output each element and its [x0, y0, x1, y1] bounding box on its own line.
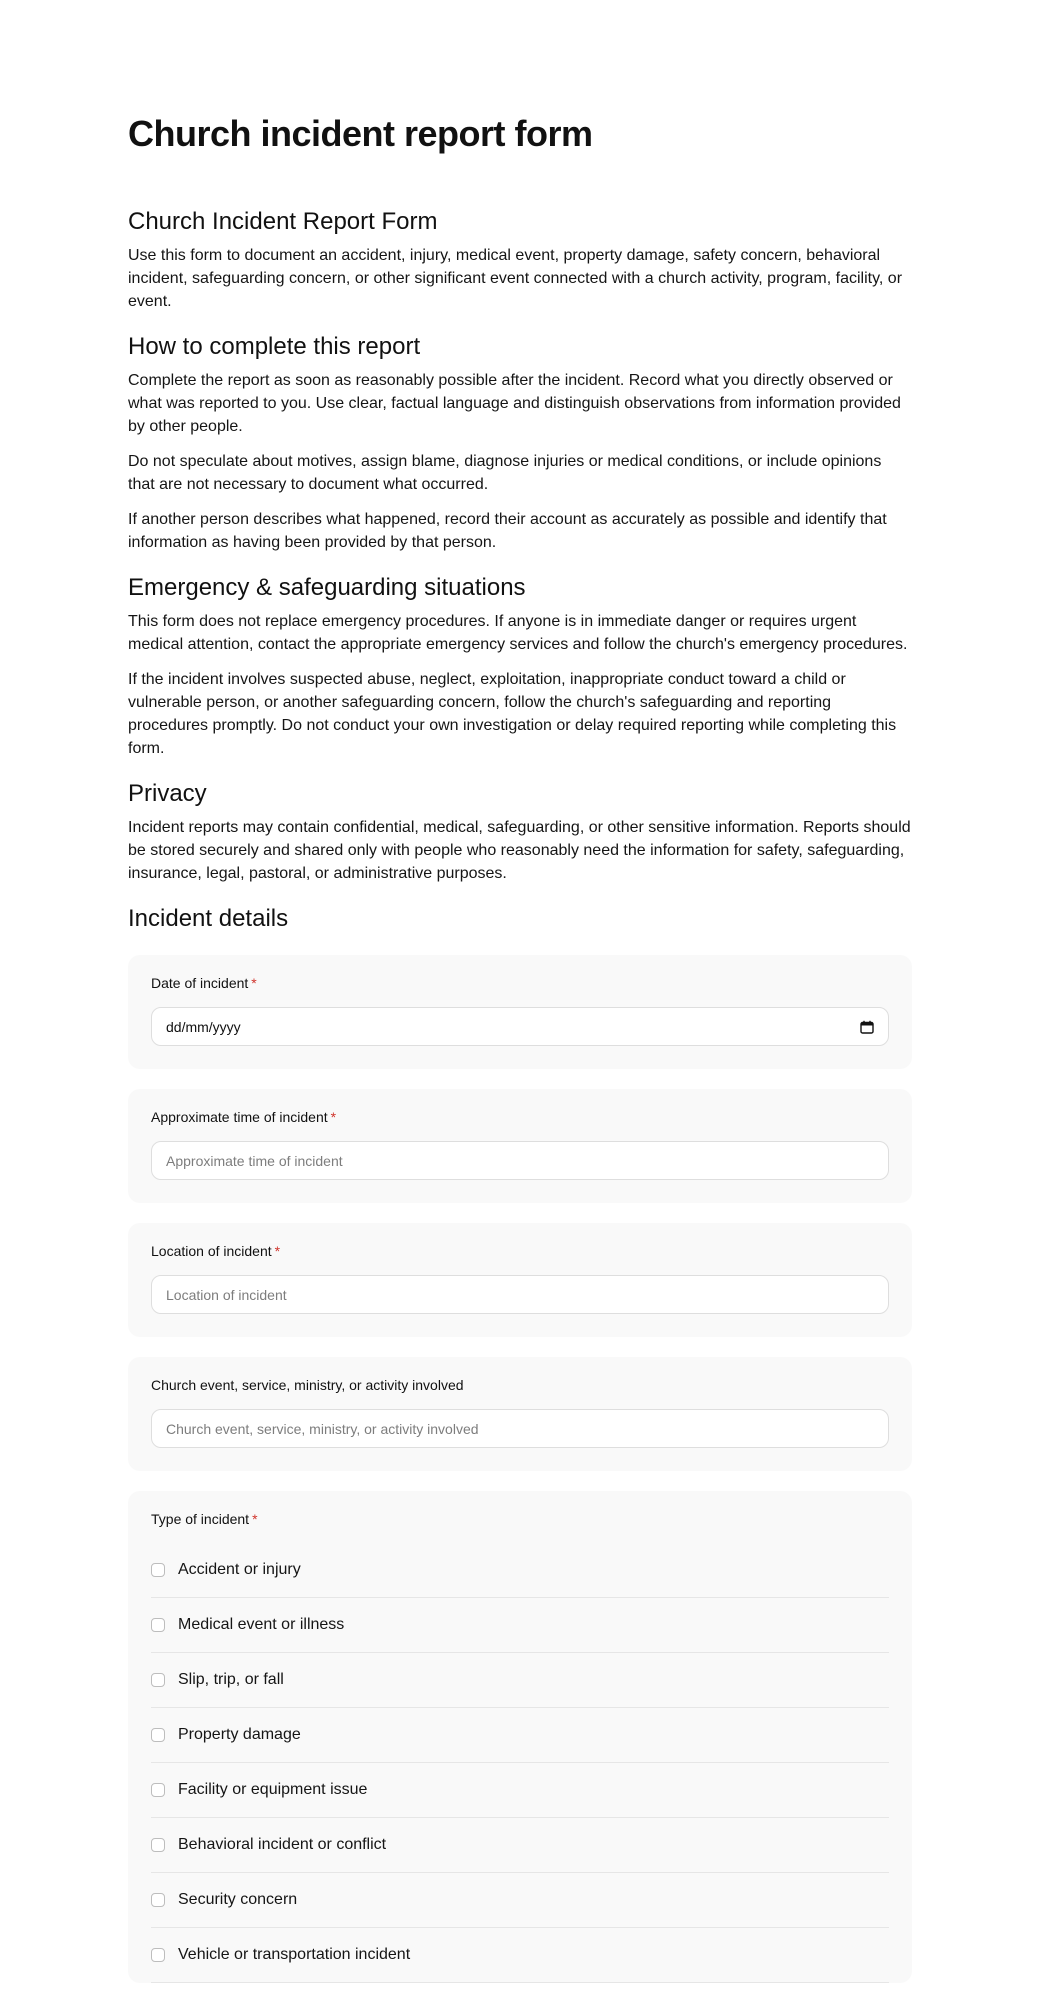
section-paragraph: Complete the report as soon as reasonably possible after the incident. Record what you directly observed or what was reported to you. Use clear, factual language and distinguish observations from information provided by other people. [128, 372, 901, 435]
checkbox-label: Accident or injury [178, 1561, 301, 1578]
section-heading: How to complete this report [128, 333, 421, 360]
incident-type-option[interactable] [151, 1708, 889, 1763]
incident-details-heading: Incident details [128, 905, 289, 932]
incident-type-options [151, 1543, 889, 1983]
date-input-value: dd/mm/yyyy [166, 1018, 241, 1035]
emergency-section [128, 572, 912, 760]
incident-type-option[interactable] [151, 1928, 889, 1983]
checkbox-label: Slip, trip, or fall [178, 1671, 284, 1688]
location-field-card [128, 1223, 912, 1337]
date-label-text: Date of incident [151, 975, 249, 991]
checkbox[interactable] [151, 1783, 165, 1797]
section-heading: Church Incident Report Form [128, 208, 438, 235]
incident-type-card [128, 1491, 912, 1983]
checkbox[interactable] [151, 1948, 165, 1962]
section-paragraph: This form does not replace emergency procedures. If anyone is in immediate danger or requires urgent medical attention, contact the appropriate emergency services and follow the church's emergency procedures. [128, 613, 908, 653]
section-heading: Privacy [128, 780, 207, 807]
incident-type-option[interactable] [151, 1653, 889, 1708]
incident-type-option[interactable] [151, 1818, 889, 1873]
calendar-icon[interactable] [860, 1020, 874, 1034]
section-paragraph: If another person describes what happened, record their account as accurately as possible and identify that information as having been provided by that person. [128, 511, 887, 551]
section-paragraph: Do not speculate about motives, assign blame, diagnose injuries or medical conditions, or include opinions that are not necessary to document what occurred. [128, 453, 882, 493]
activity-label-text: Church event, service, ministry, or activity involved [151, 1377, 464, 1393]
checkbox-label: Facility or equipment issue [178, 1781, 368, 1798]
checkbox-label: Medical event or illness [178, 1616, 345, 1633]
section-paragraph: Incident reports may contain confidential, medical, safeguarding, or other sensitive information. Reports should be stored securely and shared only with people who reasonably need the information for safety, safeguarding, insurance, legal, pastoral, or administrative purposes. [128, 819, 911, 882]
page-title: Church incident report form [128, 113, 593, 154]
incident-type-option[interactable] [151, 1763, 889, 1818]
time-field-card [128, 1089, 912, 1203]
date-field-label [151, 973, 889, 993]
privacy-section [128, 778, 912, 885]
checkbox[interactable] [151, 1838, 165, 1852]
location-label-text: Location of incident [151, 1243, 272, 1259]
incident-type-option[interactable] [151, 1873, 889, 1928]
activity-input[interactable] [151, 1409, 889, 1448]
checkbox[interactable] [151, 1618, 165, 1632]
location-input[interactable] [151, 1275, 889, 1314]
section-paragraph: If the incident involves suspected abuse, neglect, exploitation, inappropriate conduct toward a child or vulnerable person, or another safeguarding concern, follow the church's safeguarding and reporting procedures promptly. Do not conduct your own investigation or delay required reporting while completing this form. [128, 671, 897, 757]
activity-field-card [128, 1357, 912, 1471]
section-paragraph: Use this form to document an accident, injury, medical event, property damage, safety concern, behavioral incident, safeguarding concern, or other significant event connected with a church activity, program, facility, or event. [128, 247, 903, 310]
checkbox-label: Security concern [178, 1891, 298, 1908]
activity-field-label [151, 1375, 889, 1395]
checkbox[interactable] [151, 1673, 165, 1687]
date-field-card [128, 955, 912, 1069]
incident-type-label-text: Type of incident [151, 1511, 250, 1527]
intro-section [128, 206, 912, 313]
required-marker: * [252, 1511, 258, 1527]
checkbox-label: Property damage [178, 1726, 301, 1743]
incident-type-label [151, 1509, 889, 1529]
incident-type-option[interactable] [151, 1598, 889, 1653]
time-input[interactable] [151, 1141, 889, 1180]
time-field-label [151, 1107, 889, 1127]
required-marker: * [251, 975, 257, 991]
incident-type-option[interactable] [151, 1543, 889, 1598]
checkbox-label: Behavioral incident or conflict [178, 1836, 387, 1853]
checkbox[interactable] [151, 1893, 165, 1907]
required-marker: * [330, 1109, 337, 1125]
checkbox[interactable] [151, 1728, 165, 1742]
date-input[interactable] [151, 1007, 889, 1046]
checkbox-label: Vehicle or transportation incident [178, 1946, 411, 1963]
required-marker: * [274, 1243, 281, 1259]
section-heading: Emergency & safeguarding situations [128, 574, 526, 601]
time-label-text: Approximate time of incident [151, 1109, 328, 1125]
instructions-section [128, 331, 912, 554]
checkbox[interactable] [151, 1563, 165, 1577]
form-page [128, 0, 912, 1983]
location-field-label [151, 1241, 889, 1261]
